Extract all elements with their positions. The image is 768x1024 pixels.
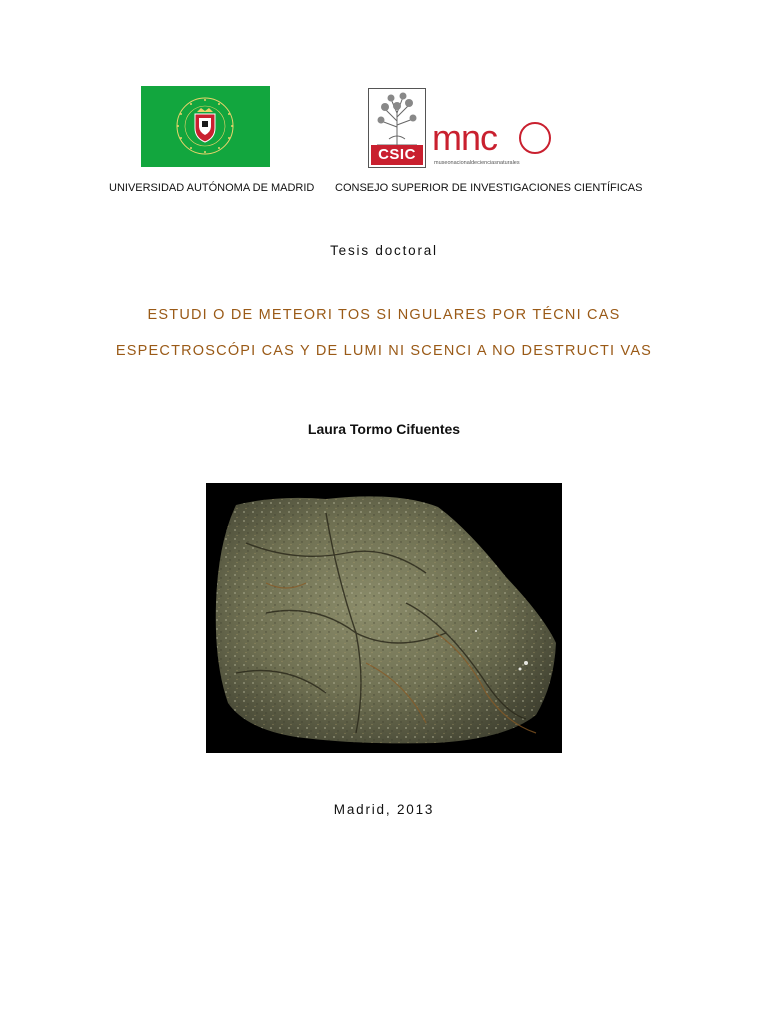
thesis-title-line-1: ESTUDI O DE METEORI TOS SI NGULARES POR TÉCNI CAS <box>147 307 621 323</box>
thesis-type: Tesis doctoral <box>330 243 438 258</box>
csic-wordmark: CSIC <box>371 145 423 165</box>
thesis-title-line-2: ESPECTROSCÓPI CAS Y DE LUMI NI SCENCI A NO DESTRUCTI VAS <box>115 343 653 359</box>
mncn-wordmark: mnc <box>432 117 498 158</box>
uam-seal-icon <box>141 86 270 167</box>
csic-tree-icon <box>371 91 423 147</box>
mncn-logo <box>432 118 562 170</box>
mncn-circle-icon <box>519 122 551 154</box>
meteorite-image <box>206 483 562 753</box>
uam-logo <box>141 86 270 167</box>
mncn-subtitle: museonacionaldecienciasnaturales <box>434 160 520 166</box>
place-date: Madrid, 2013 <box>333 802 435 817</box>
institution-csic: CONSEJO SUPERIOR DE INVESTIGACIONES CIENTÍFICAS <box>335 182 643 194</box>
institution-uam: UNIVERSIDAD AUTÓNOMA DE MADRID <box>109 182 315 194</box>
author-name: Laura Tormo Cifuentes <box>307 421 461 437</box>
csic-logo <box>368 88 426 168</box>
meteorite-photo <box>206 483 562 753</box>
